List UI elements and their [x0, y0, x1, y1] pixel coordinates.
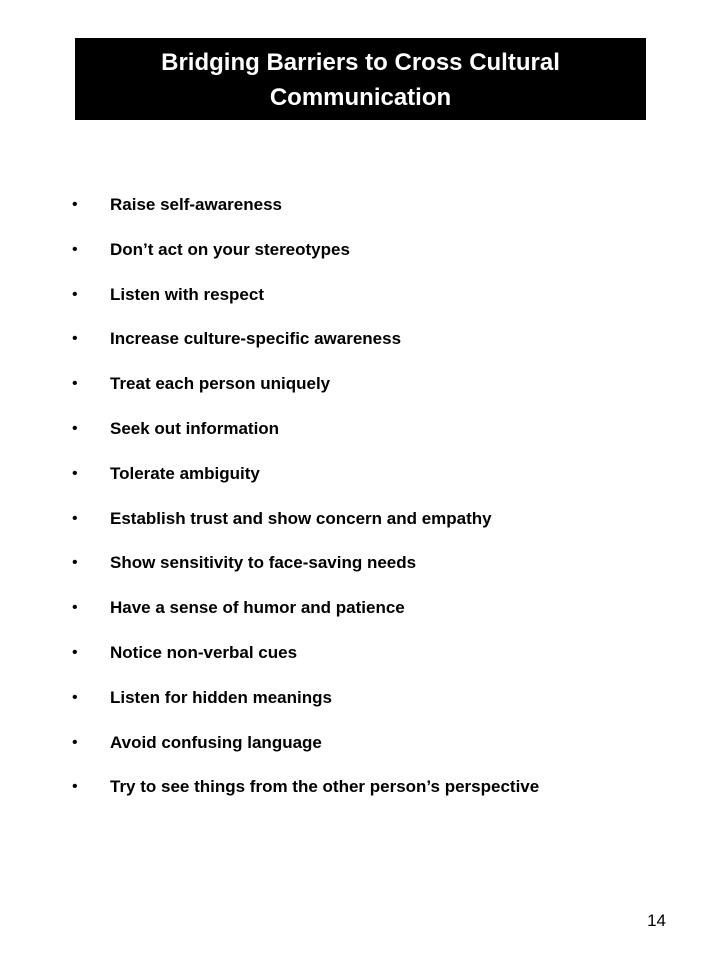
bullet-icon: •: [72, 419, 78, 437]
list-item-text: Have a sense of humor and patience: [110, 598, 405, 618]
list-item: [72, 417, 672, 462]
bullet-list: [72, 193, 672, 820]
list-item-text: Listen with respect: [110, 284, 264, 304]
list-item-text: Increase culture-specific awareness: [110, 329, 402, 349]
list-item-text: Tolerate ambiguity: [110, 463, 260, 483]
bullet-icon: •: [72, 688, 78, 706]
bullet-icon: •: [72, 285, 78, 303]
list-item-text: Avoid confusing language: [110, 732, 322, 752]
bullet-icon: •: [72, 599, 78, 617]
list-item: [72, 731, 672, 776]
page-title: Bridging Barriers to Cross Cultural Communication: [161, 48, 560, 111]
list-item: [72, 238, 672, 283]
bullet-icon: •: [72, 330, 78, 348]
bullet-icon: •: [72, 464, 78, 482]
bullet-icon: •: [72, 240, 78, 258]
bullet-icon: •: [72, 778, 78, 796]
list-item: [72, 462, 672, 507]
list-item: [72, 775, 672, 820]
bullet-icon: •: [72, 554, 78, 572]
list-item: [72, 551, 672, 596]
list-item: [72, 641, 672, 686]
list-item: [72, 372, 672, 417]
bullet-icon: •: [72, 643, 78, 661]
page-number: 14: [647, 911, 666, 930]
title-banner: [75, 38, 646, 120]
bullet-icon: •: [72, 733, 78, 751]
list-item-text: Listen for hidden meanings: [110, 687, 332, 707]
list-item: [72, 596, 672, 641]
bullet-icon: •: [72, 375, 78, 393]
list-item-text: Show sensitivity to face-saving needs: [110, 553, 417, 573]
list-item: [72, 327, 672, 372]
list-item-text: Don’t act on your stereotypes: [110, 239, 350, 259]
bullet-icon: •: [72, 196, 78, 213]
list-item-text: Treat each person uniquely: [110, 374, 331, 394]
list-item-text: Seek out information: [110, 418, 280, 438]
bullet-icon: •: [72, 509, 78, 527]
list-item-text: Establish trust and show concern and empathy: [110, 508, 492, 528]
list-item-text: Notice non-verbal cues: [110, 642, 298, 662]
list-item-text: Try to see things from the other person’s perspective: [110, 777, 540, 797]
list-item: [72, 507, 672, 552]
list-item-text: Raise self-awareness: [110, 195, 282, 214]
list-item: [72, 283, 672, 328]
list-item: [72, 686, 672, 731]
list-item: [72, 193, 672, 238]
